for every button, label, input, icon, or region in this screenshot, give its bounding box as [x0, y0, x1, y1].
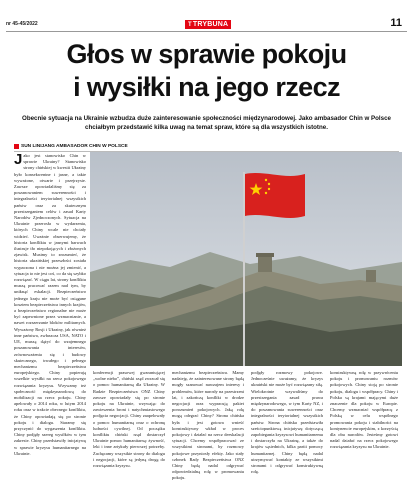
article-headline — [8, 38, 405, 104]
column-4-text: podjęły rozmowy pokojowe. Jednocześnie uważamy, że kryzys ukraiński nie może być rozwiązany siłą. Wielokrotnie wzywaliśmy do przestrzegania zasad prawa międzynarodowego, w tym Karty NZ, i do poszanowania suwerenności oraz integralności terytorialnej wszystkich państw. Strona chińska przedstawiła sześciopunktową inicjatywę dotyczącą zapobiegania kryzysowi humanitarnemu i dostarczyła na Ukrainę, a także do krajów sąsiednich, kilka partii pomocy humanitarnej. Chiny będą nadal utrzymywać kontakty ze wszystkimi stronami i odgrywać konstruktywną rolę. — [251, 370, 323, 475]
headline-line-2: i wysiłki na jego rzecz — [73, 72, 340, 102]
watchtower-far — [366, 270, 376, 282]
logo-text: TRYBUNA — [192, 21, 229, 28]
page-number: 11 — [390, 17, 402, 29]
newspaper-logo — [185, 20, 231, 29]
page-header — [0, 0, 413, 34]
flag-small-star-icon — [265, 179, 267, 181]
great-wall-flag-illustration — [90, 152, 402, 366]
byline — [14, 143, 128, 149]
article-column-1 — [14, 153, 86, 483]
issue-number: nr 45-45/2022 — [6, 21, 38, 27]
article-column-3 — [172, 370, 244, 483]
column-2-text: konferencji prasowej gwarantującej „wolne niebo”, chiński rząd zwracał się o pomoc humanitarną dla Ukrainy. W Radzie Bezpieczeństwa ONZ Chiny zawsze opowiadały się po stronie pokoju na Ukrainie, wzywając do zawieszenia broni i natychmiastowego podjęcia negocjacji. Chiny zaapelowały o pomoc humanitarną oraz o ochronę ludności cywilnej. Od początku konfliktu chiński rząd dostarczył Ukrainie pomoc humanitarną: żywność, leki i inne artykuły pierwszej potrzeby. Zachęcamy wszystkie strony do dialogu i negocjacji, które są jedyną drogą do rozwiązania kryzysu. — [93, 370, 165, 469]
column-1-text: ako jest stanowisko Chin w sprawie Ukrainy? Stanowisko strony chińskiej w kwestii Ukrainy było konsekwentne i jasne, a takie wyważone, otwarte i przejrzyste. Zawsze opowiadaliśmy się za poszanowaniem suwerenności i integralności terytorialnej wszystkich państw oraz za skutecznym przestrzeganiem celów i zasad Karty Narodów Zjednoczonych. Sytuacja na Ukrainie przerosła w wydarzenia, których Chiny wcale nie chciały widzieć. Uważnie obserwujemy, że historia konfliktu w jasnymi barwach ilustruje tło niepokojących i złożonych zjawisk. Musimy to zrozumieć, że historia ukraińskiej przeszłości została wypaczona i nie można jej zmienić, a sytuacja to nie jest coś, co da się szybko rozwiązać. W ciągu lat, strony konfliktu muszą pracować razem nad tym, by uniknąć eskalacji. Bezpieczeństwo jednego kraju nie może być osiągane kosztem bezpieczeństwa innych krajów, a bezpieczeństwo regionalne nie może być zapewnione przez wzmacnianie, a nawet rozszerzanie bloków militarnych. Wyważony Rosji i Ukrainy, jak również inne państwa, zwłaszcza USA, NATO i UE, muszą dążyć do wzajemnego poszanowania interesów, zrównoważenia się i budowy skutecznego, trwałego i pełnego mechanizmu bezpieczeństwa europejskiego. Chiny popierają wszelkie wysiłki na rzecz pokojowego rozwiązania kryzysu. Wzywamy też społeczność międzynarodową do mobilizacji na rzecz pokoju. Chiny apelowały o 2014 roku, w lutym 2014 roku oraz w trakcie obecnego konfliktu, że Chiny opowiadają się po stronie pokoju i dialogu. Staramy się przyczynić do wygaszenia konfliktu. Chiny podjęły szereg wysiłków w tym zakresie. Chiny przedstawiły inicjatywę w sprawie kryzysu humanitarnego na Ukrainie. — [14, 153, 86, 456]
article-column-2 — [93, 370, 165, 483]
article-column-5 — [330, 370, 398, 483]
headline-line-1: Głos w sprawie pokoju — [66, 39, 347, 69]
article-column-4 — [251, 370, 323, 483]
flagpole — [243, 172, 245, 366]
column-3-text: mechanizmu bezpieczeństwa. Mamy nadzieję, że zainteresowane strony będą mogły szanować nawzajem interesy i problemów, które narosły na przestrzeni lat, i zakończą konflikt w drodze negocjacji oraz wypracują pakiet porozumień pokojowych. Jaką rolę mogą odegrać Chiny? Strona chińska była i jest gotowa wnieść konstruktywny wkład w proces pokojowy i działać na rzecz deeskalacji sytuacji. Chcemy współpracować ze wszystkimi stronami, by rozmowy pokojowe przyniosły efekty. Jako stały członek Rady Bezpieczeństwa ONZ Chiny będą nadal odgrywać odpowiedzialną rolę w promowaniu pokoju. — [172, 370, 244, 481]
header-divider — [6, 31, 407, 32]
article-photo — [90, 152, 402, 366]
article-lead: Obecnie sytuacja na Ukrainie wzbudza duże zainteresowanie społeczności międzynarodowej. Jako ambasador Chin w Polsce chciałbym przedstawić kilka uwag na temat spraw, które są dla wszystkich istotne. — [22, 115, 391, 131]
byline-text: SUN LINIJANG AMBASADOR CHIN W POLSCE — [21, 143, 128, 149]
watchtower-top — [256, 253, 274, 257]
drop-cap: J — [14, 153, 23, 168]
flag-small-star-icon — [265, 192, 267, 194]
chinese-flag — [245, 173, 305, 218]
byline-square-icon — [14, 144, 19, 149]
flag-small-star-icon — [268, 188, 270, 190]
column-5-text: konstruktywną rolę w przywróceniu pokoju i promowaniu rozmów pokojowych. Chiny stoją po stronie pokoju, dialogu i współpracy. Chiny i Polska są krajami mającymi duże znaczenie dla pokoju w Europie. Chcemy wzmacniać współpracę z Polską w celu wspólnego promowania pokoju i stabilności na kontynencie europejskim, z korzyścią dla obu narodów. Jesteśmy gotowi nadal działać na rzecz pokojowego rozwiązania kryzysu na Ukrainie. — [330, 370, 398, 450]
flag-small-star-icon — [268, 183, 270, 185]
logo-mark-icon: T — [188, 22, 192, 28]
watchtower — [258, 256, 272, 272]
